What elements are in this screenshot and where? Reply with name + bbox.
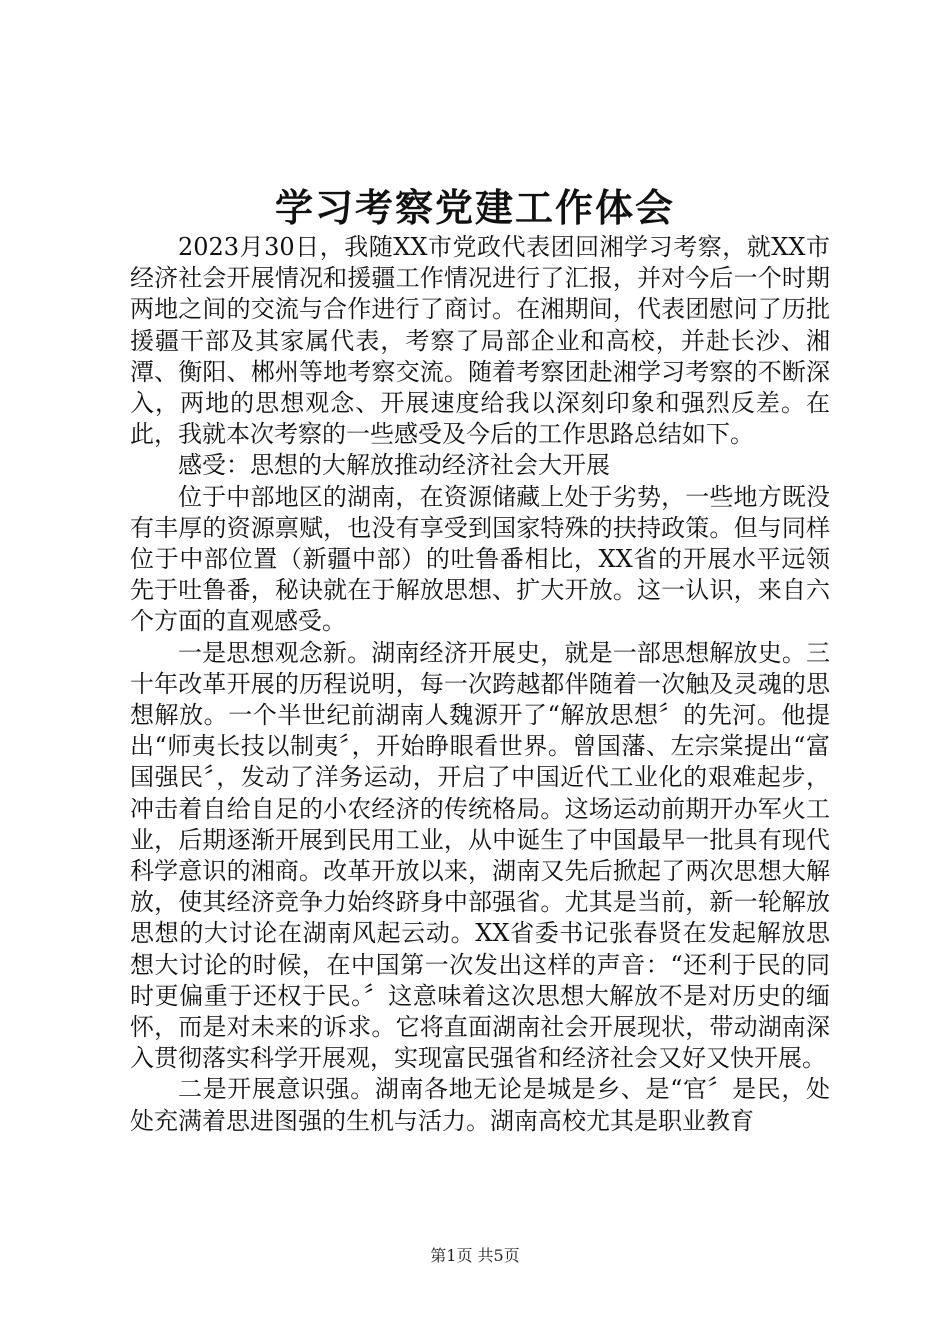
paragraph-point-one: 一是思想观念新。湖南经济开展史，就是一部思想解放史。三十年改革开展的历程说明，每一次跨越都伴随着一次触及灵魂的思想解放。一个半世纪前湖南人魏源开了“解放思想〞的先河。他提出“师夷长技以制夷〞，开始睁眼看世界。曾国藩、左宗棠提出“富国强民〞，发动了洋务运动，开启了中国近代工业化的艰难起步，冲击着自给自足的小农经济的传统格局。这场运动前期开办军火工业，后期逐渐开展到民用工业，从中诞生了中国最早一批具有现代科学意识的湘商。改革开放以来，湖南又先后掀起了两次思想大解放，使其经济竞争力始终跻身中部强省。尤其是当前，新一轮解放思想的大讨论在湖南风起云动。XX省委书记张春贤在发起解放思想大讨论的时候，在中国第一次发出这样的声音：“还利于民的同时更偏重于还权于民。〞这意味着这次思想大解放不是对历史的缅怀，而是对未来的诉求。它将直面湖南社会开展现状，带动湖南深入贯彻落实科学开展观，实现富民强省和经济社会又好又快开展。 [130,638,830,1073]
paragraph-hunan-overview: 位于中部地区的湖南，在资源储藏上处于劣势，一些地方既没有丰厚的资源禀赋，也没有享受到国家特殊的扶持政策。但与同样位于中部位置（新疆中部）的吐鲁番相比，XX省的开展水平远领先于吐鲁番，秘诀就在于解放思想、扩大开放。这一认识，来自六个方面的直观感受。 [130,482,830,636]
paragraph-intro: 2023月30日，我随XX市党政代表团回湘学习考察，就XX市经济社会开展情况和援疆工作情况进行了汇报，并对今后一个时期两地之间的交流与合作进行了商讨。在湘期间，代表团慰问了历批援疆干部及其家属代表，考察了局部企业和高校，并赴长沙、湘潭、衡阳、郴州等地考察交流。随着考察团赴湘学习考察的不断深入，两地的思想观念、开展速度给我以深刻印象和强烈反差。在此，我就本次考察的一些感受及今后的工作思路总结如下。 [130,233,830,449]
document-body [130,232,830,1137]
paragraph-point-two: 二是开展意识强。湖南各地无论是城是乡、是“官〞是民，处处充满着思进图强的生机与活力。湖南高校尤其是职业教育 [130,1075,830,1135]
document-title: 学习考察党建工作体会 [274,185,675,230]
paragraph-heading-feelings: 感受：思想的大解放推动经济社会大开展 [178,451,610,480]
page-number-footer: 第1页 共5页 [430,1246,520,1265]
